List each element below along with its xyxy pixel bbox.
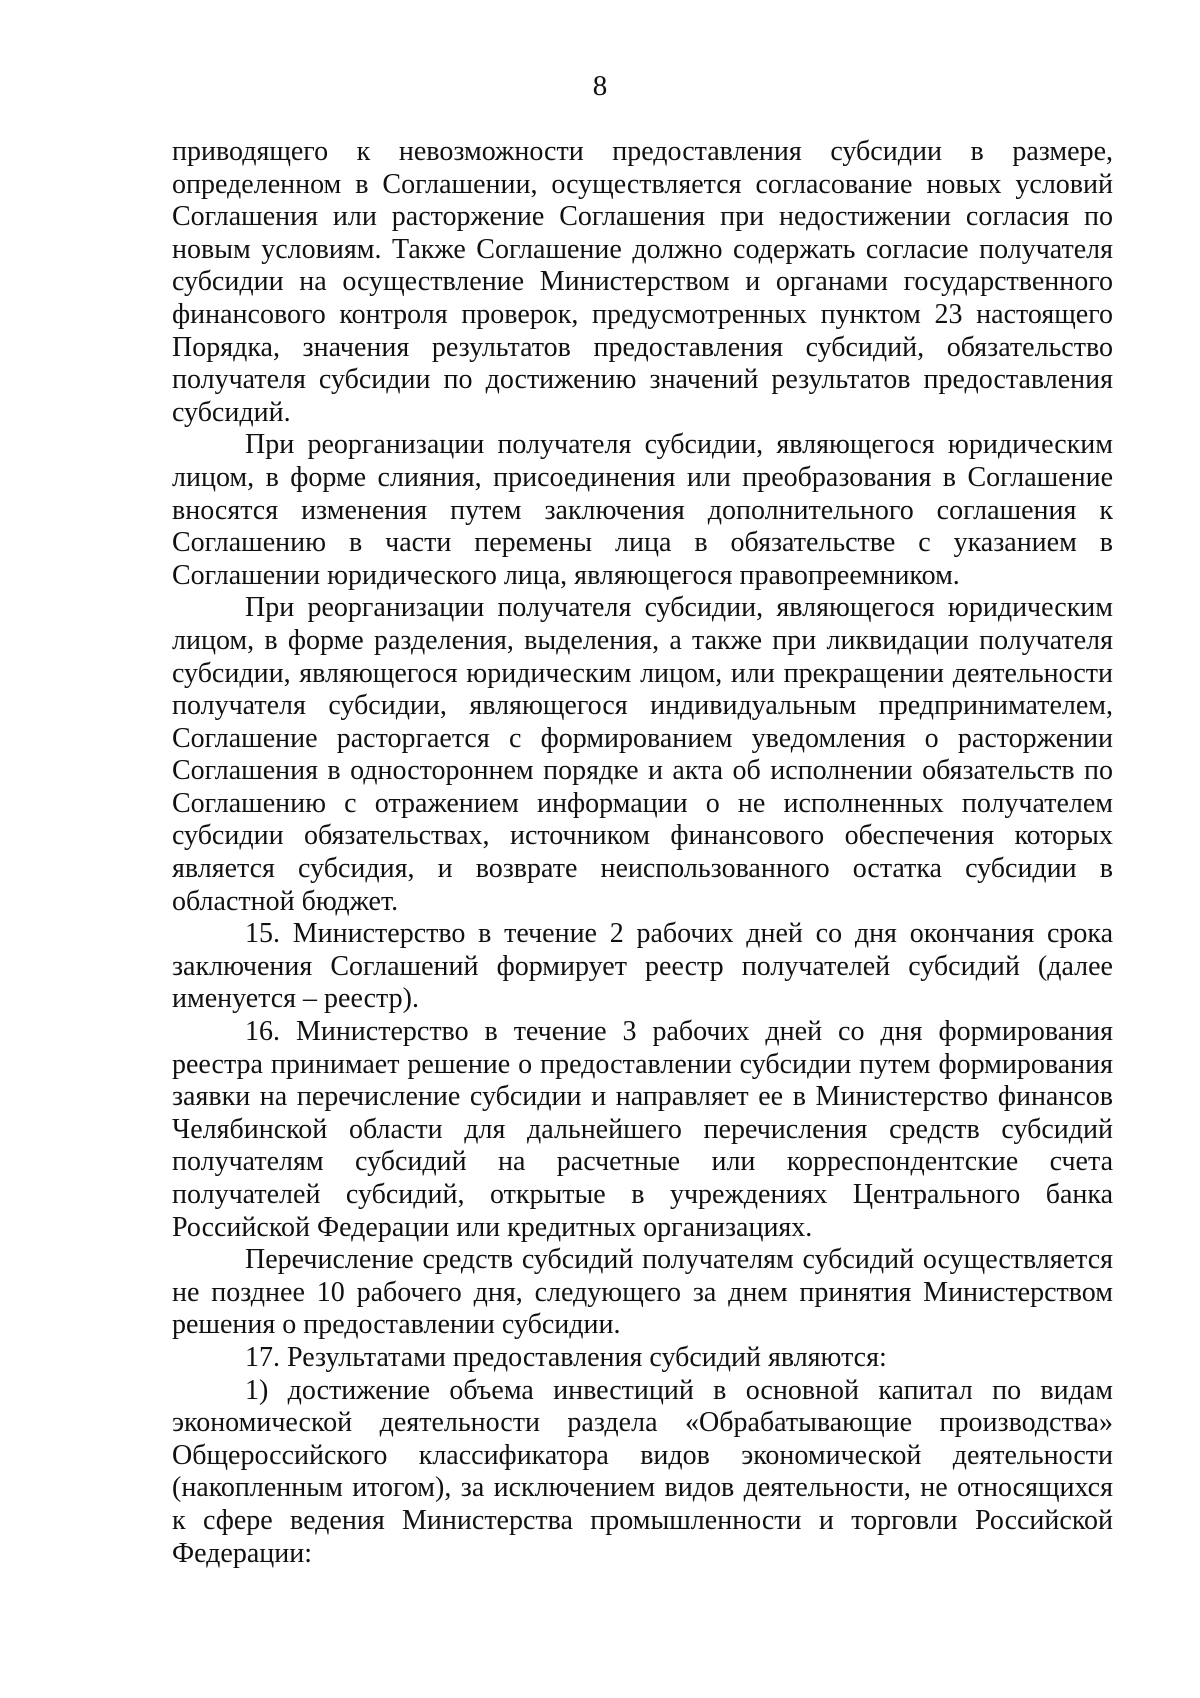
paragraph-reorganization-merger: При реорганизации получателя субсидии, являющегося юридическим лицом, в форме слияния, присоединения или преобразования в Соглашение вносятся изменения путем заключения дополнительного соглашения к Соглашению в части перемены лица в обязательстве с указанием в Соглашении юридического лица, являющегося правопреемником. [172, 429, 1113, 591]
page-number: 8 [592, 70, 608, 102]
document-body [172, 136, 1113, 1570]
paragraph-continuation: приводящего к невозможности предоставления субсидии в размере, определенном в Соглашении, осуществляется согласование новых условий Соглашения или расторжение Соглашения при недостижении согласия по новым условиям. Также Соглашение должно содержать согласие получателя субсидии на осуществление Министерством и органами государственного финансового контроля проверок, предусмотренных пунктом 23 настоящего Порядка, значения результатов предоставления субсидий, обязательство получателя субсидии по достижению значений результатов предоставления субсидий. [172, 136, 1113, 428]
paragraph-reorganization-division: При реорганизации получателя субсидии, являющегося юридическим лицом, в форме разделения, выделения, а также при ликвидации получателя субсидии, являющегося юридическим лицом, или прекращении деятельности получателя субсидии, являющегося индивидуальным предпринимателем, Соглашение расторгается с формированием уведомления о расторжении Соглашения в одностороннем порядке и акта об исполнении обязательств по Соглашению с отражением информации о не исполненных получателем субсидии обязательствах, источником финансового обеспечения которых является субсидия, и возврате неиспользованного остатка субсидии в областной бюджет. [172, 592, 1113, 917]
paragraph-item-17: 17. Результатами предоставления субсидий являются: [245, 1341, 887, 1373]
paragraph-item-17-1: 1) достижение объема инвестиций в основной капитал по видам экономической деятельности раздела «Обрабатывающие производства» Общероссийского классификатора видов экономической деятельности (накопленным итогом), за исключением видов деятельности, не относящихся к сфере ведения Министерства промышленности и торговли Российской Федерации: [172, 1374, 1113, 1569]
paragraph-item-16: 16. Министерство в течение 3 рабочих дней со дня формирования реестра принимает решение о предоставлении субсидии путем формирования заявки на перечисление субсидии и направляет ее в Министерство финансов Челябинской области для дальнейшего перечисления средств субсидий получателям субсидий на расчетные или корреспондентские счета получателей субсидий, открытые в учреждениях Центрального банка Российской Федерации или кредитных организациях. [172, 1016, 1113, 1243]
paragraph-transfer-deadline: Перечисление средств субсидий получателям субсидий осуществляется не позднее 10 рабочего дня, следующего за днем принятия Министерством решения о предоставлении субсидии. [172, 1244, 1113, 1341]
paragraph-item-15: 15. Министерство в течение 2 рабочих дней со дня окончания срока заключения Соглашений формирует реестр получателей субсидий (далее именуется – реестр). [172, 918, 1113, 1015]
